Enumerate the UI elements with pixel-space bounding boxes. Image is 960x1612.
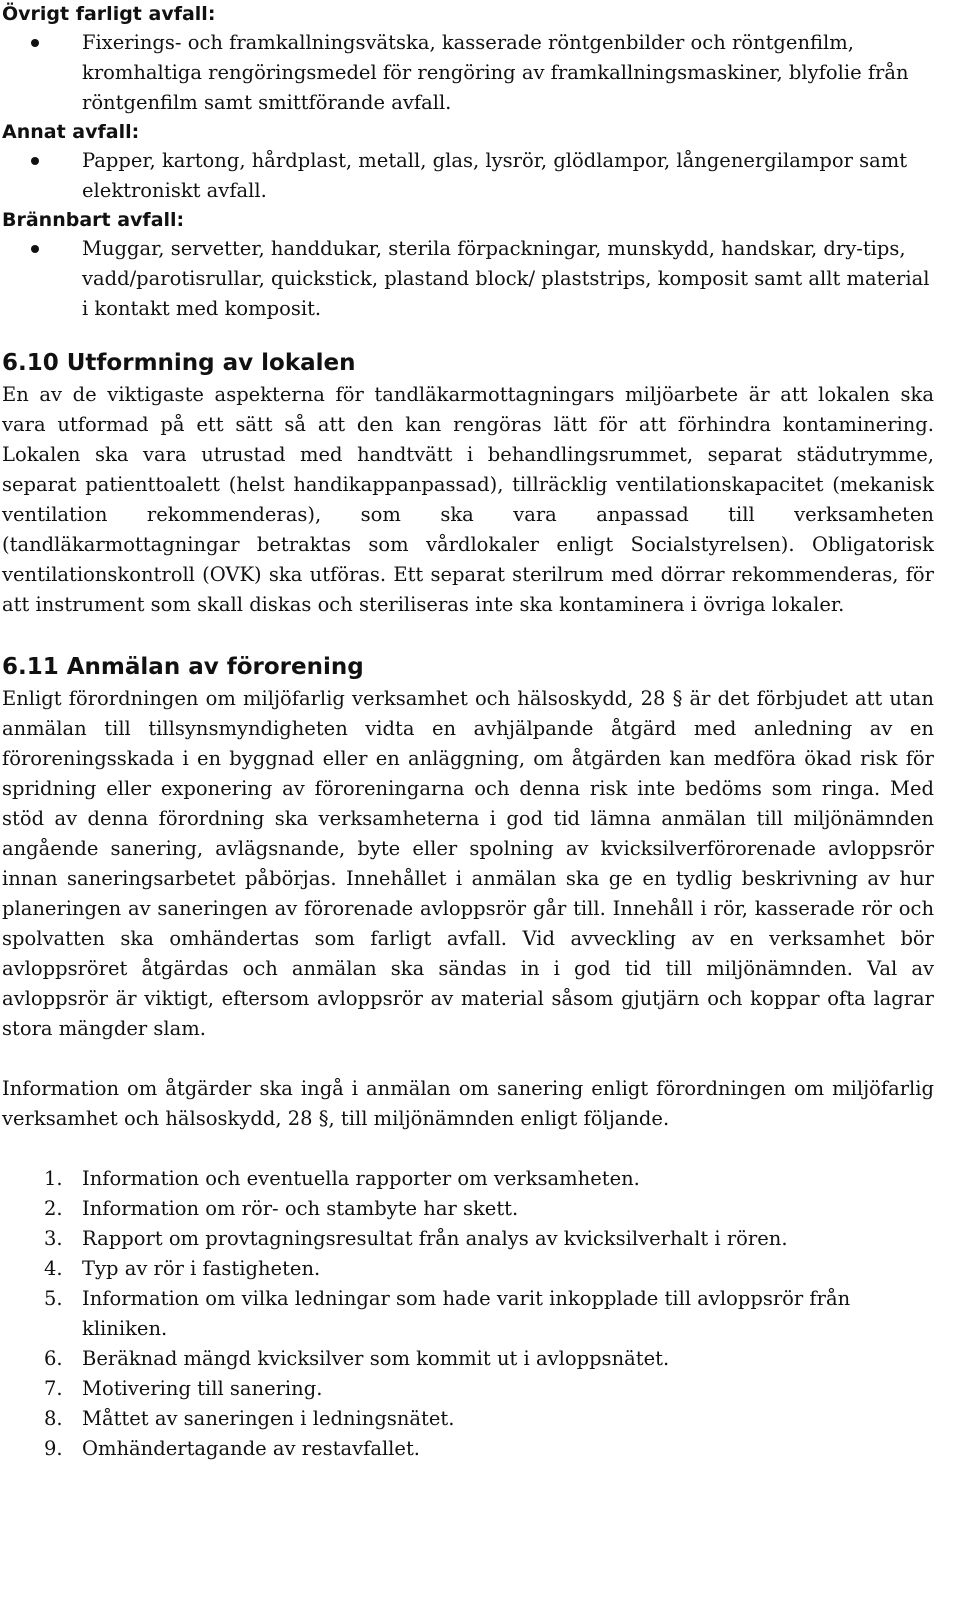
list-item — [44, 1164, 934, 1194]
list-item-text: Omhändertagande av restavfallet. — [82, 1437, 420, 1460]
section-heading-6-10: 6.10 Utformning av lokalen — [2, 350, 356, 376]
list-item-text: Information och eventuella rapporter om verksamheten. — [82, 1167, 640, 1190]
list-item — [44, 1434, 934, 1464]
list-number: 3. — [44, 1227, 63, 1250]
list-number: 8. — [44, 1407, 63, 1430]
list-number: 4. — [44, 1257, 63, 1280]
list-item-text: Information om vilka ledningar som hade varit inkopplade till avloppsrör från kliniken. — [82, 1287, 851, 1340]
list-item — [82, 234, 934, 324]
list-item-text: Måttet av saneringen i ledningsnätet. — [82, 1407, 455, 1430]
bullet-icon — [31, 245, 39, 253]
list-item-text: Motivering till sanering. — [82, 1377, 323, 1400]
list-item-text: Muggar, servetter, handdukar, sterila förpackningar, munskydd, handskar, dry-tips, vadd/parotisrullar, quickstick, plastand block/ plaststrips, komposit samt allt material i kontakt med komposit. — [82, 237, 930, 320]
list-item — [44, 1254, 934, 1284]
list-number: 9. — [44, 1437, 63, 1460]
list-item-text: Rapport om provtagningsresultat från analys av kvicksilverhalt i rören. — [82, 1227, 788, 1250]
list-number: 6. — [44, 1347, 63, 1370]
bullet-icon — [31, 157, 39, 165]
list-item — [44, 1284, 934, 1344]
list-item-text: Information om rör- och stambyte har skett. — [82, 1197, 519, 1220]
paragraph-anmalan: Enligt förordningen om miljöfarlig verksamhet och hälsoskydd, 28 § är det förbjudet att utan anmälan till tillsynsmyndigheten vidta en avhjälpande åtgärd med anledning av en föroreningsskada i en byggnad eller en anläggning, om åtgärden kan medföra ökad risk för spridning eller exponering av föroreningarna och denna risk inte bedöms som ringa. Med stöd av denna förordning ska verksamheterna i god tid lämna anmälan till miljönämnden angående sanering, avlägsnande, byte eller spolning av kvicksilverförorenade avloppsrör innan saneringsarbetet påbörjas. Innehållet i anmälan ska ge en tydlig beskrivning av hur planeringen av saneringen av förorenade avloppsrör går till. Innehåll i rör, kasserade rör och spolvatten ska omhändertas som farligt avfall. Vid avveckling av en verksamhet bör avloppsröret åtgärdas och anmälan ska sändas in i god tid till miljönämnden. Val av avloppsrör är viktigt, eftersom avloppsrör av material såsom gjutjärn och koppar ofta lagrar stora mängder slam. — [2, 687, 934, 1040]
section-heading-6-11: 6.11 Anmälan av förorening — [2, 654, 364, 680]
bullet-icon — [31, 39, 39, 47]
list-item — [44, 1404, 934, 1434]
list-item — [82, 28, 934, 118]
bullet-list-brannbart — [2, 234, 934, 324]
list-number: 2. — [44, 1197, 63, 1220]
heading-ovrigt-farligt-avfall: Övrigt farligt avfall: — [2, 3, 216, 25]
bullet-list-ovrigt — [2, 28, 934, 118]
list-item-text: Typ av rör i fastigheten. — [82, 1257, 321, 1280]
bullet-list-annat — [2, 146, 934, 206]
paragraph-utformning: En av de viktigaste aspekterna för tandläkarmottagningars miljöarbete är att lokalen ska vara utformad på ett sätt så att den kan rengöras lätt för att förhindra kontaminering. Lokalen ska vara utrustad med handtvätt i behandlingsrummet, separat städutrymme, separat patienttoalett (helst handikappanpassad), tillräcklig ventilationskapacitet (mekanisk ventilation rekommenderas), som ska vara anpassad till verksamheten (tandläkarmottagningar betraktas som vårdlokaler enligt Socialstyrelsen). Obligatorisk ventilationskontroll (OVK) ska utföras. Ett separat sterilrum med dörrar rekommenderas, för att instrument som skall diskas och steriliseras inte ska kontaminera i övriga lokaler. — [2, 383, 934, 616]
list-item — [44, 1224, 934, 1254]
list-number: 7. — [44, 1377, 63, 1400]
heading-brannbart-avfall: Brännbart avfall: — [2, 209, 185, 231]
list-item-text: Papper, kartong, hårdplast, metall, glas, lysrör, glödlampor, långenergilampor samt elektroniskt avfall. — [82, 149, 908, 202]
list-item — [44, 1194, 934, 1224]
list-item — [44, 1344, 934, 1374]
list-number: 1. — [44, 1167, 63, 1190]
numbered-list — [2, 1164, 934, 1464]
paragraph-information: Information om åtgärder ska ingå i anmälan om sanering enligt förordningen om miljöfarlig verksamhet och hälsoskydd, 28 §, till miljönämnden enligt följande. — [2, 1077, 934, 1130]
heading-annat-avfall: Annat avfall: — [2, 121, 140, 143]
list-item-text: Beräknad mängd kvicksilver som kommit ut i avloppsnätet. — [82, 1347, 670, 1370]
list-item — [82, 146, 934, 206]
list-item-text: Fixerings- och framkallningsvätska, kasserade röntgenbilder och röntgenfilm, kromhaltiga rengöringsmedel för rengöring av framkallningsmaskiner, blyfolie från röntgenfilm samt smittförande avfall. — [82, 31, 909, 114]
list-item — [44, 1374, 934, 1404]
list-number: 5. — [44, 1287, 63, 1310]
